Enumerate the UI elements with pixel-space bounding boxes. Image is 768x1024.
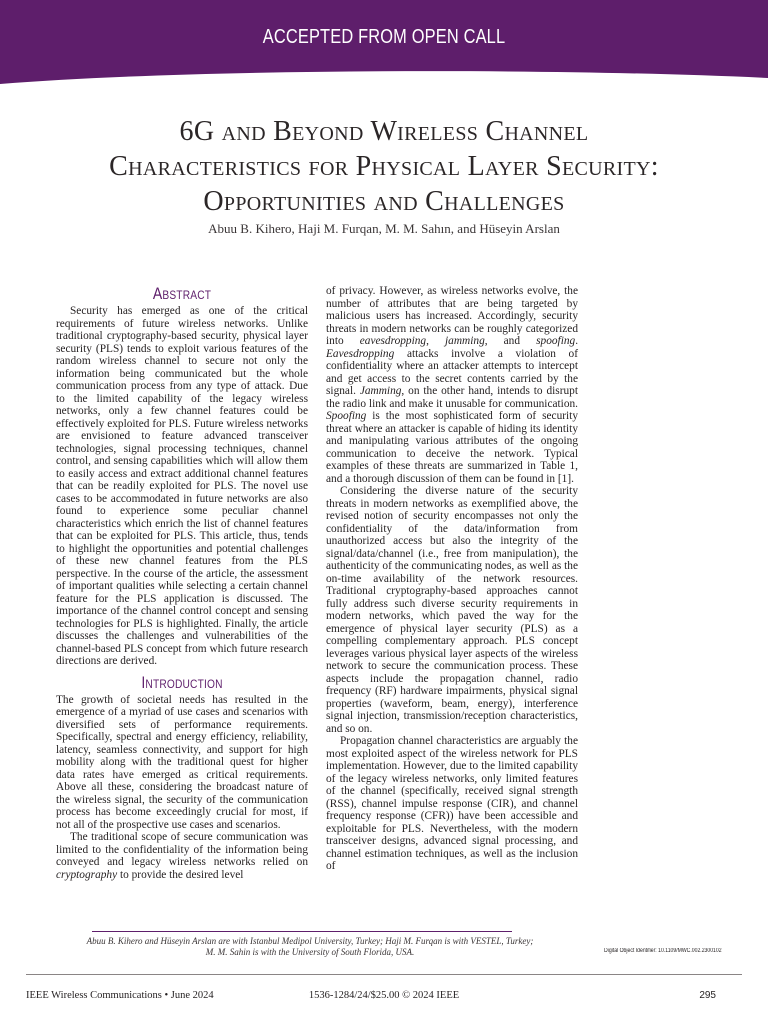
text-run: is the most sophisticated form of security threat where an attacker is capable of hiding its identity and manipulating various attributes of the ongoing communication to deceive the network. Typical examples of these threats are summarized in Table 1, and a thorough discussion of them can be found in [1]. (326, 410, 578, 485)
journal-issue: IEEE Wireless Communications • June 2024 (26, 990, 214, 1001)
italic-term: Eavesdropping (326, 347, 395, 360)
italic-term: eavesdropping (359, 335, 427, 347)
text-run: , (426, 335, 446, 347)
abstract-heading: Abstract (152, 285, 212, 303)
text-run: attacks involve a violation of confidentiality where an attacker attempts to intercept and get access to the secret contents carried by the signal. (326, 347, 578, 397)
abstract-text: Security has emerged as one of the critical requirements of future wireless networks. Unlike traditional cryptography-based security, physical layer security (PLS) tends to exploit various features of the random wireless channel to secure not only the information being communicated but the whole communication process from any type of attack. Due to the limited capability of the legacy wireless networks, only a few channel features could be effectively exploited for PLS. Future wireless networks are envisioned to feature advanced transceiver technologies, signal processing techniques, channel control, and sensing capabilities which will allow them to easily access and extract additional channel features that can be readily exploited for PLS. The novel use cases to be accommodated in future networks are also found to experience some peculiar channel characteristics which enrich the list of channel features that can be exploited for PLS. This article, thus, tends to highlight the opportunities and potential challenges of these new channel features from the PLS perspective. In the course of the article, the assessment of important qualities while selecting a certain channel feature for the PLS application is discussed. The importance of the channel control concept and sensing technologies for PLS is highlighted. Finally, the article discusses the challenges and vulnerabilities of the channel-based PLS concept from which future research directions are derived. (56, 305, 308, 667)
affiliation-line-2: M. M. Sahin is with the University of South Florida, USA. (205, 947, 415, 957)
text-run: of privacy. However, as wireless networks evolve, the number of attributes that are being targeted by malicious users has increased. Accordingly, security threats in modern networks can be roughly categorized into (326, 285, 578, 347)
page-number: 295 (699, 990, 716, 1001)
text-run: The traditional scope of secure communication was limited to the confidentiality of the information being conveyed and legacy wireless networks relied on (56, 831, 308, 868)
italic-term: jamming (445, 335, 485, 347)
right-column (326, 285, 578, 873)
header-label: ACCEPTED FROM OPEN CALL (262, 26, 506, 48)
footnote-divider (92, 931, 512, 932)
title-line-1: 6G and Beyond Wireless Channel (179, 116, 589, 147)
text-run: to provide the desired level (117, 868, 244, 881)
right-paragraph-1 (326, 285, 578, 485)
introduction-paragraph-2 (56, 831, 308, 881)
author-affiliations (80, 936, 540, 958)
title-line-2: Characteristics for Physical Layer Security: (109, 151, 659, 182)
footer-divider (26, 974, 742, 975)
italic-term: cryptography (56, 868, 118, 881)
article-title (40, 114, 728, 219)
introduction-heading: Introduction (141, 673, 223, 692)
doi-label: Digital Object Identifier: 10.1109/MWC.002.2300102 (604, 948, 722, 954)
text-run: . (575, 335, 579, 347)
right-paragraph-3: Propagation channel characteristics are arguably the most exploited aspect of the wireless network for PLS implementation. However, due to the limited capability of the legacy wireless networks, only limited features of the channel (specifically, received signal strength (RSS), channel impulse response (CIR), and channel frequency response (CFR)) have been accessible and exploitable for PLS. Nevertheless, with the modern transceiver designs, advanced signal processing, and channel estimation techniques, as well as the inclusion of (326, 735, 578, 872)
right-paragraph-2: Considering the diverse nature of the security threats in modern networks as exemplified above, the revised notion of security encompasses not only the confidentiality of the data/information from unauthorized access but also the integrity of the signal/data/channel (i.e., free from manipulation), the authenticity of the communicating nodes, as well as the on-time availability of the network resources. Traditional cryptography-based approaches cannot fully address such diverse security requirements in modern networks, which paved the way for the emergence of physical layer security (PLS) as a compelling complementary approach. PLS concept leverages various physical layer aspects of the wireless network to secure the communication process. These aspects include the propagation channel, radio frequency (RF) hardware impairments, physical signal properties (waveform, beam, energy), interference signal injection, transmission/reception characteristics, and so on. (326, 485, 578, 735)
affiliation-line-1: Abuu B. Kihero and Hüseyin Arslan are with Istanbul Medipol University, Turkey; Haji M. Furqan is with VESTEL, Turkey; (86, 936, 534, 946)
introduction-paragraph-1: The growth of societal needs has resulted in the emergence of a myriad of use cases and scenarios with diversified sets of performance requirements. Specifically, spectral and energy efficiency, reliability, latency, seamless connectivity, and support for high mobility along with the traditional quest for higher data rates have emerged as critical requirements. Above all these, considering the broadcast nature of the wireless signal, the security of the communication process has become exceedingly crucial for most, if not all of the prospective use cases and scenarios. (56, 693, 308, 831)
italic-term: Jamming (359, 385, 402, 397)
text-run: , on the other hand, intends to disrupt the radio link and make it unusable for communication. (326, 385, 578, 410)
italic-term: Spoofing (326, 410, 367, 422)
title-line-3: Opportunities and Challenges (203, 186, 565, 217)
header-band (0, 0, 768, 84)
copyright-line: 1536-1284/24/$25.00 © 2024 IEEE (308, 990, 460, 1001)
author-list: Abuu B. Kihero, Haji M. Furqan, M. M. Sahın, and Hüseyin Arslan (208, 221, 560, 236)
left-column (56, 285, 308, 881)
italic-term: spoofing (536, 335, 576, 347)
text-run: , and (484, 335, 537, 347)
